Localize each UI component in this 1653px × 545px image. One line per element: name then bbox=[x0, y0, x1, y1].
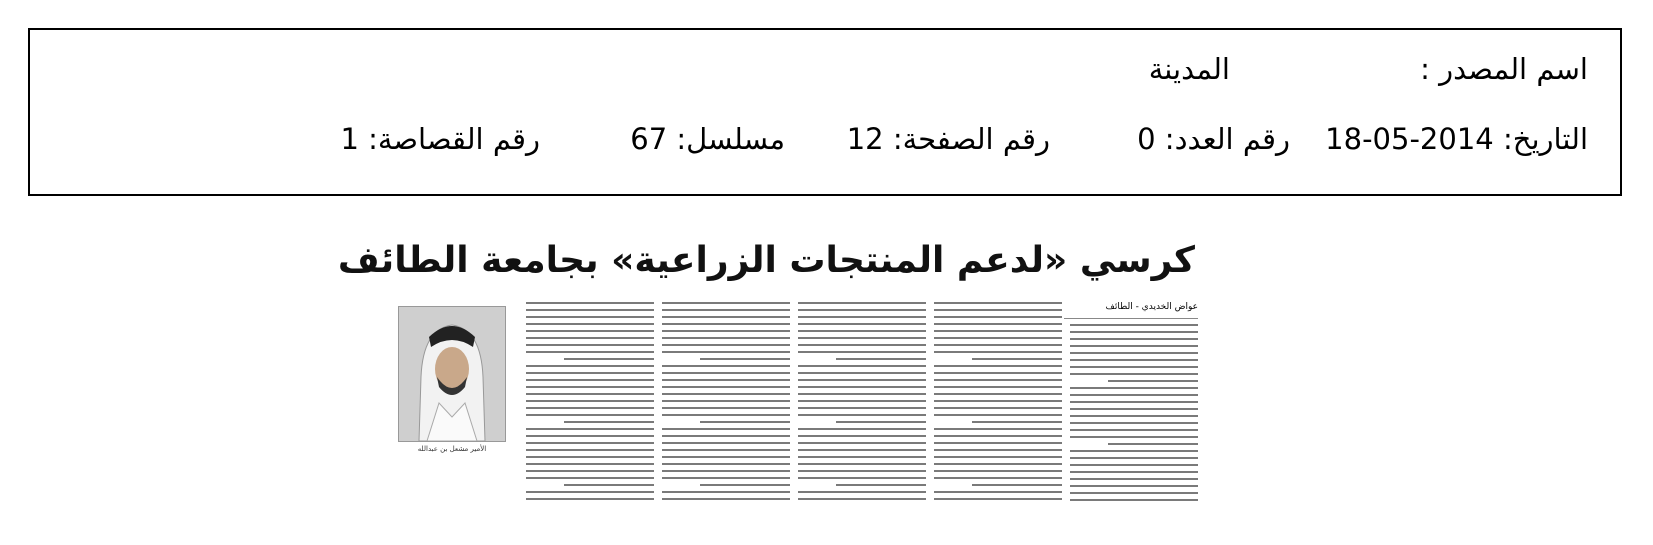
text-line bbox=[1070, 394, 1198, 396]
article-headline: كرسي «لدعم المنتجات الزراعية» بجامعة الطائف bbox=[337, 240, 1195, 281]
text-line bbox=[526, 302, 654, 304]
text-line bbox=[934, 449, 1062, 451]
text-line bbox=[798, 400, 926, 402]
text-line bbox=[662, 414, 790, 416]
text-line bbox=[1070, 429, 1198, 431]
text-line bbox=[1070, 436, 1198, 438]
text-column-4 bbox=[662, 302, 790, 523]
text-line bbox=[700, 358, 790, 360]
text-line bbox=[934, 414, 1062, 416]
text-line bbox=[934, 302, 1062, 304]
text-line bbox=[1070, 352, 1198, 354]
text-column-1 bbox=[1070, 324, 1198, 545]
text-line bbox=[662, 449, 790, 451]
text-line bbox=[1108, 443, 1198, 445]
text-line bbox=[934, 477, 1062, 479]
text-line bbox=[1070, 324, 1198, 326]
text-line bbox=[662, 477, 790, 479]
text-line bbox=[564, 484, 654, 486]
text-line bbox=[662, 498, 790, 500]
text-line bbox=[662, 428, 790, 430]
text-line bbox=[798, 316, 926, 318]
text-line bbox=[798, 477, 926, 479]
text-line bbox=[526, 344, 654, 346]
text-line bbox=[798, 463, 926, 465]
text-line bbox=[662, 393, 790, 395]
text-line bbox=[526, 449, 654, 451]
text-line bbox=[798, 442, 926, 444]
text-line bbox=[972, 358, 1062, 360]
clipping-header bbox=[28, 28, 1622, 196]
text-line bbox=[526, 330, 654, 332]
text-line bbox=[798, 456, 926, 458]
text-line bbox=[526, 372, 654, 374]
text-line bbox=[798, 365, 926, 367]
text-line bbox=[1070, 464, 1198, 466]
text-line bbox=[934, 351, 1062, 353]
text-line bbox=[662, 470, 790, 472]
text-line bbox=[934, 470, 1062, 472]
text-line bbox=[934, 498, 1062, 500]
text-line bbox=[798, 428, 926, 430]
text-line bbox=[798, 414, 926, 416]
text-line bbox=[662, 337, 790, 339]
text-line bbox=[934, 372, 1062, 374]
text-line bbox=[934, 393, 1062, 395]
text-column-5 bbox=[526, 302, 654, 523]
text-line bbox=[934, 463, 1062, 465]
text-line bbox=[934, 344, 1062, 346]
text-line bbox=[972, 421, 1062, 423]
text-line bbox=[798, 470, 926, 472]
text-line bbox=[1070, 401, 1198, 403]
text-line bbox=[526, 393, 654, 395]
text-line bbox=[1108, 380, 1198, 382]
text-line bbox=[798, 407, 926, 409]
text-line bbox=[662, 435, 790, 437]
text-line bbox=[798, 491, 926, 493]
text-line bbox=[526, 463, 654, 465]
text-line bbox=[526, 498, 654, 500]
text-line bbox=[662, 407, 790, 409]
serial-field: مسلسل: 67 bbox=[630, 122, 785, 156]
text-line bbox=[798, 330, 926, 332]
article-byline: عواض الخديدي - الطائف bbox=[1064, 302, 1198, 319]
text-line bbox=[1070, 478, 1198, 480]
text-line bbox=[934, 309, 1062, 311]
text-line bbox=[564, 358, 654, 360]
text-line bbox=[798, 386, 926, 388]
text-line bbox=[798, 302, 926, 304]
metadata-row bbox=[30, 122, 1620, 162]
text-line bbox=[1070, 359, 1198, 361]
clip-number-field: رقم القصاصة: 1 bbox=[340, 122, 540, 156]
text-line bbox=[662, 330, 790, 332]
text-line bbox=[934, 330, 1062, 332]
text-line bbox=[1070, 338, 1198, 340]
text-line bbox=[934, 491, 1062, 493]
text-line bbox=[1070, 471, 1198, 473]
source-row bbox=[30, 52, 1620, 92]
text-line bbox=[662, 309, 790, 311]
text-line bbox=[526, 470, 654, 472]
text-line bbox=[1070, 492, 1198, 494]
text-line bbox=[798, 372, 926, 374]
text-line bbox=[662, 400, 790, 402]
text-line bbox=[798, 344, 926, 346]
text-line bbox=[526, 379, 654, 381]
text-line bbox=[934, 428, 1062, 430]
text-line bbox=[798, 309, 926, 311]
text-line bbox=[662, 379, 790, 381]
text-line bbox=[526, 386, 654, 388]
text-line bbox=[1070, 422, 1198, 424]
text-line bbox=[526, 316, 654, 318]
date-field: التاريخ: 2014-05-18 bbox=[1325, 122, 1588, 156]
text-line bbox=[526, 400, 654, 402]
text-line bbox=[662, 316, 790, 318]
text-line bbox=[798, 449, 926, 451]
text-line bbox=[934, 435, 1062, 437]
text-line bbox=[934, 316, 1062, 318]
text-line bbox=[526, 309, 654, 311]
text-line bbox=[700, 421, 790, 423]
text-line bbox=[526, 491, 654, 493]
text-line bbox=[526, 351, 654, 353]
text-line bbox=[1070, 345, 1198, 347]
text-line bbox=[836, 484, 926, 486]
text-line bbox=[1070, 408, 1198, 410]
text-line bbox=[662, 463, 790, 465]
text-line bbox=[934, 337, 1062, 339]
text-line bbox=[662, 365, 790, 367]
issue-field: رقم العدد: 0 bbox=[1137, 122, 1290, 156]
page-field: رقم الصفحة: 12 bbox=[846, 122, 1050, 156]
text-line bbox=[836, 421, 926, 423]
text-line bbox=[526, 442, 654, 444]
text-line bbox=[934, 442, 1062, 444]
text-column-2 bbox=[934, 302, 1062, 523]
text-line bbox=[526, 428, 654, 430]
text-line bbox=[662, 351, 790, 353]
text-line bbox=[934, 386, 1062, 388]
text-line bbox=[798, 393, 926, 395]
text-line bbox=[662, 344, 790, 346]
text-line bbox=[1070, 450, 1198, 452]
text-line bbox=[662, 456, 790, 458]
text-line bbox=[526, 323, 654, 325]
portrait-photo bbox=[398, 306, 506, 442]
text-line bbox=[1070, 485, 1198, 487]
text-line bbox=[662, 442, 790, 444]
text-line bbox=[1070, 366, 1198, 368]
text-line bbox=[798, 498, 926, 500]
text-line bbox=[934, 407, 1062, 409]
text-line bbox=[1070, 331, 1198, 333]
text-line bbox=[526, 365, 654, 367]
text-line bbox=[934, 456, 1062, 458]
text-line bbox=[526, 337, 654, 339]
text-line bbox=[526, 456, 654, 458]
text-line bbox=[798, 351, 926, 353]
text-line bbox=[662, 302, 790, 304]
text-line bbox=[1070, 373, 1198, 375]
text-line bbox=[526, 407, 654, 409]
text-line bbox=[934, 400, 1062, 402]
text-line bbox=[836, 358, 926, 360]
source-value: المدينة bbox=[1148, 52, 1230, 86]
text-line bbox=[1070, 457, 1198, 459]
source-label: اسم المصدر : bbox=[1420, 52, 1588, 86]
text-line bbox=[934, 365, 1062, 367]
text-line bbox=[798, 379, 926, 381]
text-column-3 bbox=[798, 302, 926, 523]
text-line bbox=[1070, 499, 1198, 501]
text-line bbox=[526, 477, 654, 479]
text-line bbox=[700, 484, 790, 486]
text-line bbox=[934, 379, 1062, 381]
text-line bbox=[662, 386, 790, 388]
text-line bbox=[526, 414, 654, 416]
article-body bbox=[398, 302, 1198, 523]
text-line bbox=[1070, 387, 1198, 389]
text-line bbox=[662, 372, 790, 374]
text-line bbox=[934, 323, 1062, 325]
text-line bbox=[526, 435, 654, 437]
text-line bbox=[1070, 415, 1198, 417]
text-line bbox=[798, 323, 926, 325]
text-line bbox=[798, 435, 926, 437]
photo-caption: الأمير مشعل بن عبدالله bbox=[417, 445, 487, 453]
text-line bbox=[564, 421, 654, 423]
text-line bbox=[972, 484, 1062, 486]
text-line bbox=[798, 337, 926, 339]
text-line bbox=[662, 323, 790, 325]
portrait-icon bbox=[399, 307, 505, 441]
text-line bbox=[662, 491, 790, 493]
